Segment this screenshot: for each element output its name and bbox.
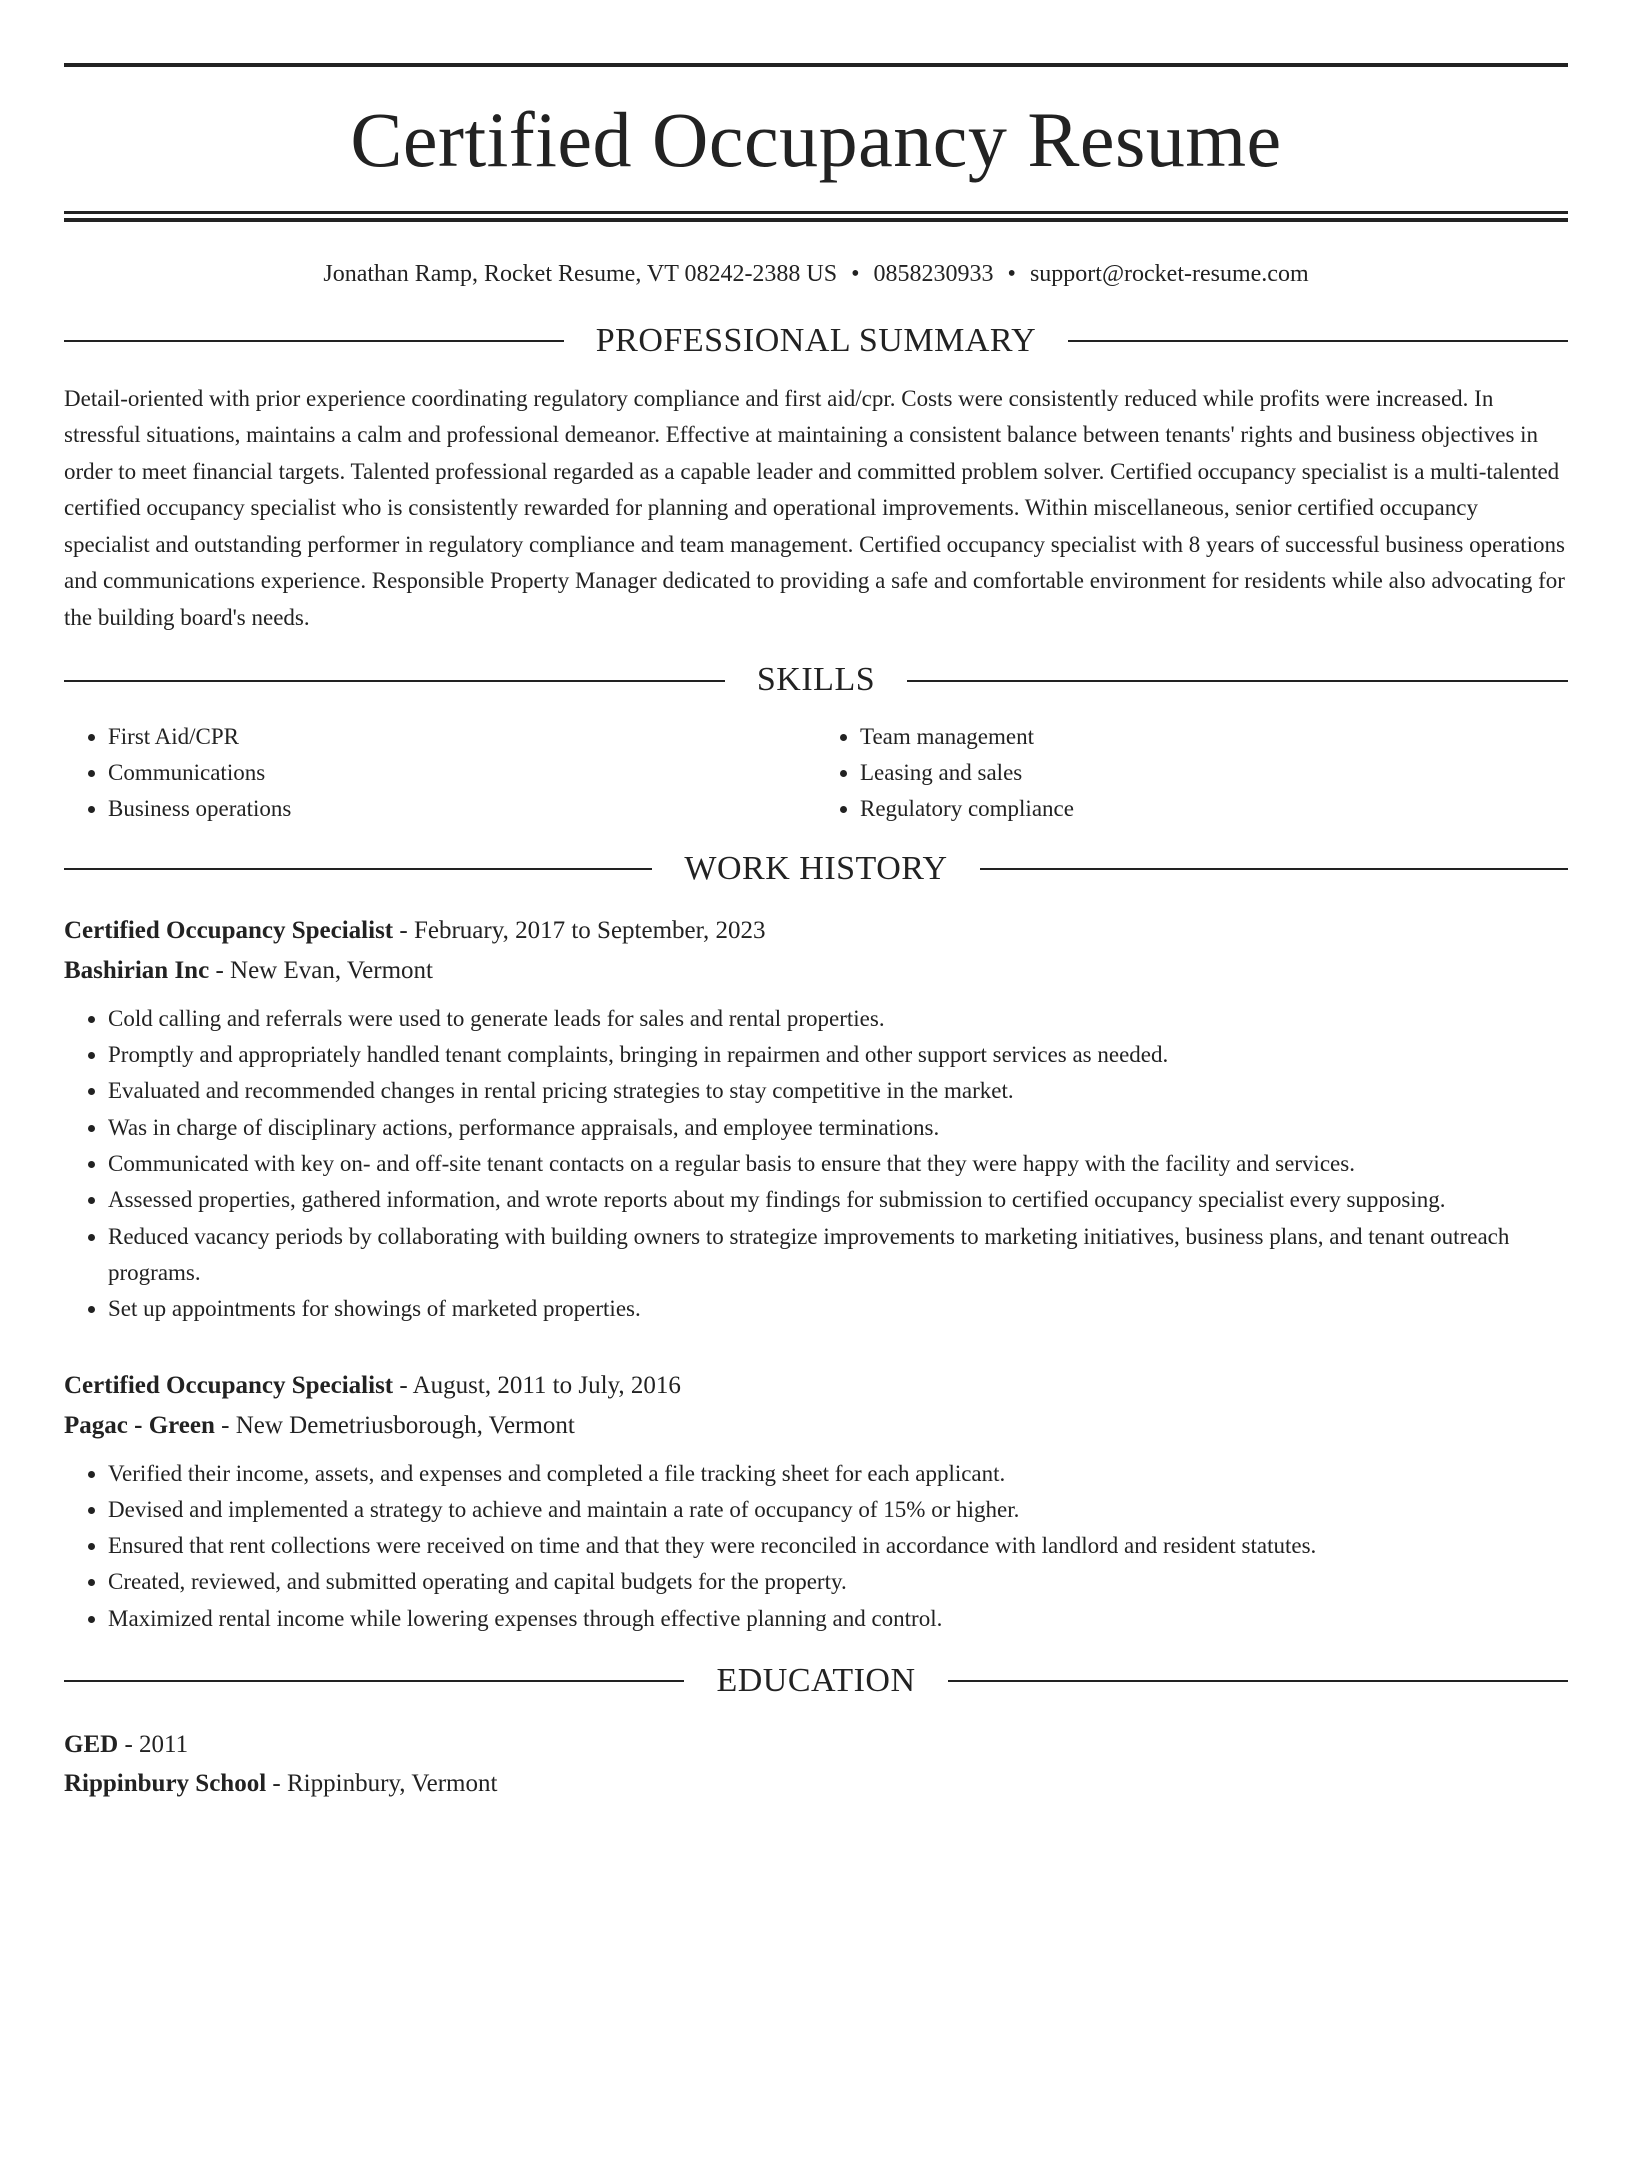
contact-separator: • <box>1007 261 1016 287</box>
job-entry <box>64 911 1568 1328</box>
job-bullet: • Devised and implemented a strategy to achieve and maintain a rate of occupancy of 15% or higher. <box>108 1492 1568 1528</box>
job-dates: - August, 2011 to July, 2016 <box>393 1371 681 1399</box>
skill-item: • Team management <box>860 719 1568 755</box>
job-company: Pagac - Green <box>64 1411 215 1439</box>
job-bullet: • Set up appointments for showings of marketed properties. <box>108 1291 1568 1327</box>
section-rule <box>64 868 652 870</box>
job-bullet: • Promptly and appropriately handled tenant complaints, bringing in repairmen and other support services as needed. <box>108 1037 1568 1073</box>
job-location: - New Evan, Vermont <box>209 956 433 984</box>
section-title: PROFESSIONAL SUMMARY <box>595 321 1037 359</box>
contact-line <box>64 260 1568 289</box>
section-rule <box>64 340 564 342</box>
resume-title: Certified Occupancy Resume <box>350 96 1282 183</box>
job-bullet: • Reduced vacancy periods by collaborating with building owners to strategize improvements to marketing initiatives, business plans, and tenant outreach programs. <box>108 1219 1568 1292</box>
job-bullet: • Created, reviewed, and submitted operating and capital budgets for the property. <box>108 1564 1568 1600</box>
job-bullets <box>64 1001 1568 1328</box>
education-year: - 2011 <box>118 1731 189 1759</box>
education-school: Rippinbury School <box>64 1770 267 1798</box>
section-rule <box>64 680 725 682</box>
job-title-line <box>64 911 1568 951</box>
resume-page <box>0 63 1632 2175</box>
job-bullet: • Evaluated and recommended changes in rental pricing strategies to stay competitive in the market. <box>108 1073 1568 1109</box>
title-double-rule <box>64 211 1568 222</box>
education-location: - Rippinbury, Vermont <box>266 1770 498 1798</box>
job-title: Certified Occupancy Specialist <box>64 1371 394 1399</box>
skill-item: • Regulatory compliance <box>860 791 1568 827</box>
skill-item: • Communications <box>108 755 816 791</box>
section-rule <box>948 1680 1568 1682</box>
skill-item: • Leasing and sales <box>860 755 1568 791</box>
job-bullet: • Was in charge of disciplinary actions, performance appraisals, and employee terminations. <box>108 1110 1568 1146</box>
section-header-work <box>64 847 1568 891</box>
section-rule <box>64 1680 684 1682</box>
job-title: Certified Occupancy Specialist <box>64 916 394 944</box>
job-company-line <box>64 1406 1568 1446</box>
job-location: - New Demetriusborough, Vermont <box>214 1411 575 1439</box>
job-bullet: • Communicated with key on- and off-site tenant contacts on a regular basis to ensure that they were happy with the facility and services. <box>108 1146 1568 1182</box>
education-degree: GED <box>64 1731 119 1759</box>
skill-item: • First Aid/CPR <box>108 719 816 755</box>
education-school-line <box>64 1764 1568 1803</box>
job-bullet: • Verified their income, assets, and expenses and completed a file tracking sheet for each applicant. <box>108 1456 1568 1492</box>
job-company: Bashirian Inc <box>64 956 210 984</box>
job-bullet: • Cold calling and referrals were used to generate leads for sales and rental properties. <box>108 1001 1568 1037</box>
job-bullet: • Maximized rental income while lowering expenses through effective planning and control. <box>108 1601 1568 1637</box>
contact-phone: 0858230933 <box>873 261 994 287</box>
section-title: WORK HISTORY <box>684 849 948 887</box>
top-rule <box>64 63 1568 67</box>
skills-list-left <box>64 719 816 827</box>
section-title: SKILLS <box>756 661 876 699</box>
section-header-summary <box>64 319 1568 363</box>
job-bullet: • Ensured that rent collections were received on time and that they were reconciled in accordance with landlord and resident statutes. <box>108 1528 1568 1564</box>
job-dates: - February, 2017 to September, 2023 <box>393 916 766 944</box>
section-rule <box>1068 340 1568 342</box>
section-title: EDUCATION <box>716 1662 916 1700</box>
section-header-education <box>64 1659 1568 1703</box>
section-rule <box>980 868 1568 870</box>
contact-address: Jonathan Ramp, Rocket Resume, VT 08242-2388 US <box>323 261 838 287</box>
job-company-line <box>64 951 1568 991</box>
job-entry <box>64 1366 1568 1637</box>
contact-separator: • <box>851 261 860 287</box>
job-bullet: • Assessed properties, gathered information, and wrote reports about my findings for submission to certified occupancy specialist every supposing. <box>108 1182 1568 1218</box>
summary-paragraph: Detail-oriented with prior experience coordinating regulatory compliance and first aid/cpr. Costs were consistently reduced while profits were increased. In stressful situations, maintains a calm and professional demeanor. Effective at maintaining a consistent balance between tenants' rights and business objectives in order to meet financial targets. Talented professional regarded as a capable leader and committed problem solver. Certified occupancy specialist is a multi-talented certified occupancy specialist who is consistently rewarded for planning and operational improvements. Within miscellaneous, senior certified occupancy specialist and outstanding performer in regulatory compliance and team management. Certified occupancy specialist with 8 years of successful business operations and communications experience. Responsible Property Manager dedicated to providing a safe and comfortable environment for residents while also advocating for the building board's needs. <box>64 385 1565 630</box>
education-degree-line <box>64 1725 1568 1764</box>
job-title-line <box>64 1366 1568 1406</box>
skills-list-right <box>816 719 1568 827</box>
contact-email: support@rocket-resume.com <box>1029 261 1309 287</box>
skill-item: • Business operations <box>108 791 816 827</box>
job-bullets <box>64 1456 1568 1637</box>
section-header-skills <box>64 658 1568 702</box>
spacer <box>64 1328 1568 1346</box>
section-rule <box>907 680 1568 682</box>
skills-columns <box>64 719 1568 827</box>
